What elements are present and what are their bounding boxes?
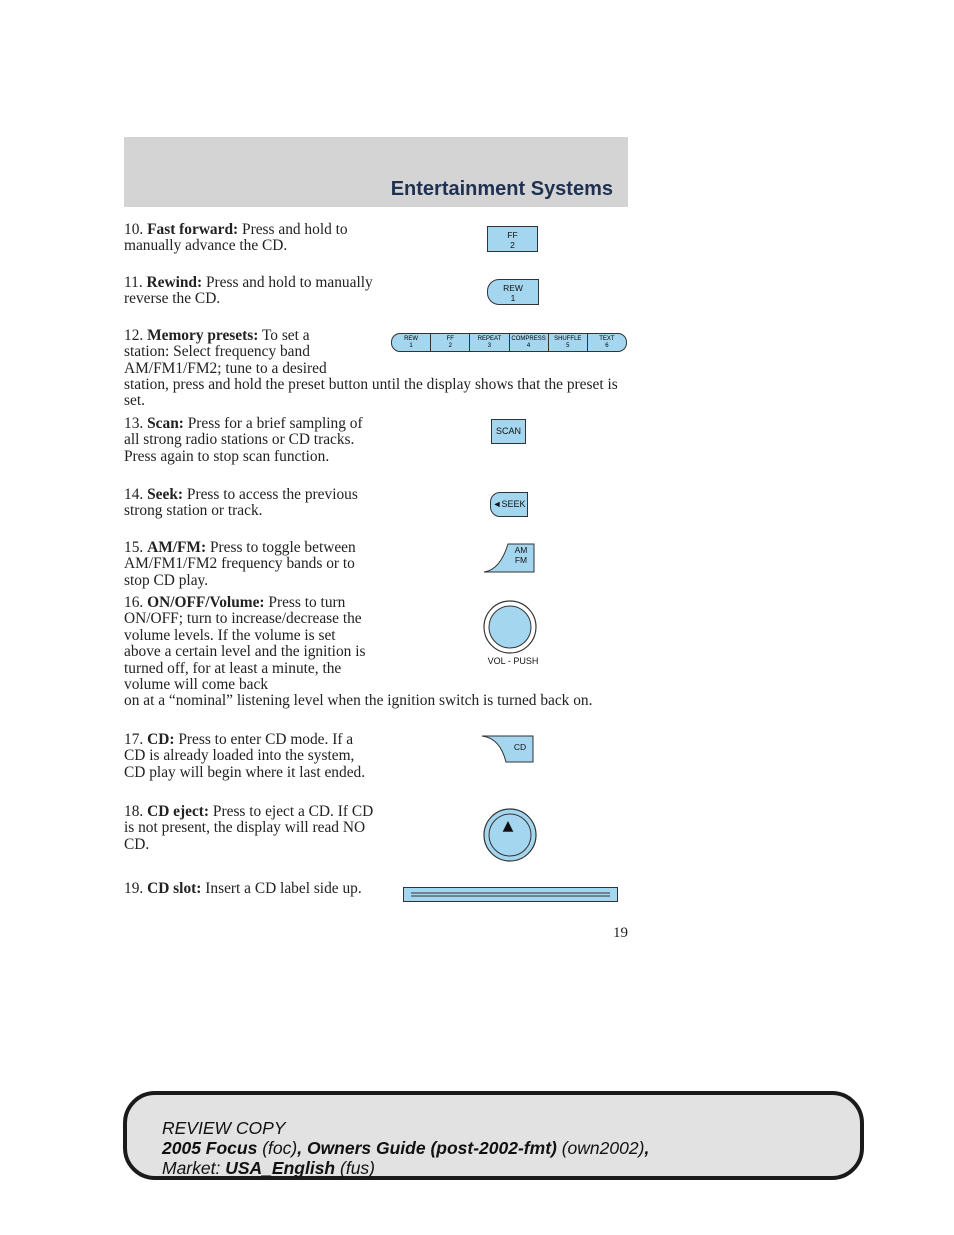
item-volume <box>124 595 376 693</box>
item-text: Press to eject a CD. If CD is not present, the display will read NO CD. <box>124 803 374 853</box>
item-fast-forward <box>124 222 374 255</box>
page-number: 19 <box>613 925 628 941</box>
item-number: 10. <box>124 221 144 238</box>
preset-number: 1 <box>409 343 413 349</box>
preset-label: COMPRESS <box>511 336 546 342</box>
am-label: AM <box>514 545 528 555</box>
cd-button-label: CD <box>513 742 527 752</box>
ff-button[interactable] <box>487 226 538 252</box>
item-text: Insert a CD label side up. <box>205 880 362 897</box>
item-number: 14. <box>124 486 144 503</box>
item-label: Fast forward: <box>147 221 239 238</box>
item-text: Press to enter CD mode. If a CD is already loaded into the system, CD play will begin where it last ended. <box>124 731 366 781</box>
cd-slot <box>403 887 619 903</box>
rew-button-number: 1 <box>510 293 516 303</box>
item-label: Seek: <box>147 486 184 503</box>
preset-label: REW <box>404 336 419 342</box>
section-title: Entertainment Systems <box>390 178 613 200</box>
fm-label: FM <box>514 555 528 565</box>
preset-number: 5 <box>566 343 570 349</box>
seek-button[interactable] <box>490 492 528 517</box>
preset-buttons <box>391 333 627 352</box>
section-header <box>124 137 628 207</box>
item-number: 17. <box>124 731 144 748</box>
review-copy-label: REVIEW COPY <box>162 1118 286 1138</box>
preset-number: 3 <box>487 343 492 349</box>
preset-button-2[interactable] <box>431 334 470 351</box>
item-text: Press for a brief sampling of all strong radio stations or CD tracks. Press again to stop scan function. <box>124 415 363 465</box>
item-cd <box>124 732 376 781</box>
preset-number: 2 <box>448 343 452 349</box>
item-label: Memory presets: <box>147 327 259 344</box>
footer-market: USA_English <box>225 1158 336 1178</box>
footer-model-code: (foc) <box>262 1138 298 1158</box>
footer-market-label: Market: <box>162 1158 221 1178</box>
preset-label: FF <box>446 336 454 342</box>
footer-line-model: 2005 Focus (foc), Owners Guide (post-2002-fmt) (own2002), <box>162 1138 650 1158</box>
item-number: 18. <box>124 803 144 820</box>
seek-button-label: ◄SEEK <box>492 499 526 509</box>
scan-button-label: SCAN <box>495 426 521 436</box>
item-label: Scan: <box>147 415 184 432</box>
item-am-fm <box>124 540 374 589</box>
volume-knob[interactable] <box>482 599 538 655</box>
preset-number: 4 <box>526 343 531 349</box>
item-text: Press and hold to manually reverse the CD. <box>124 274 373 308</box>
scan-button[interactable] <box>491 419 526 444</box>
item-memory-presets-continued: station, press and hold the preset button until the display shows that the preset is set. <box>124 376 618 410</box>
item-number: 15. <box>124 539 144 556</box>
footer-line-market <box>162 1158 649 1178</box>
item-scan <box>124 416 376 465</box>
item-memory-presets <box>124 328 349 377</box>
item-cd-eject <box>124 804 380 853</box>
volume-knob-label: VOL - PUSH <box>487 656 539 666</box>
item-number: 13. <box>124 415 144 432</box>
ff-button-label: FF <box>507 230 518 240</box>
review-copy-text <box>162 1118 649 1178</box>
item-text: Press and hold to manually advance the CD. <box>124 221 348 255</box>
rew-button[interactable] <box>487 279 539 305</box>
preset-button-5[interactable] <box>549 334 588 351</box>
item-text: To set a station: Select frequency band AM/FM1/FM2; tune to a desired <box>124 327 327 377</box>
item-label: CD eject: <box>147 803 210 820</box>
item-text: Press to turn ON/OFF; turn to increase/decrease the volume levels. If the volume is set above a certain level and the ignition is turned off, for at least a minute, the volume will come back <box>124 594 366 694</box>
preset-button-3[interactable] <box>470 334 509 351</box>
item-label: AM/FM: <box>147 539 207 556</box>
item-label: ON/OFF/Volume: <box>147 594 265 611</box>
item-text: Press to access the previous strong station or track. <box>124 486 358 520</box>
preset-button-4[interactable] <box>510 334 549 351</box>
eject-button[interactable] <box>482 807 538 863</box>
footer-guide: Owners Guide (post-2002-fmt) <box>306 1138 557 1158</box>
item-number: 19. <box>124 880 144 897</box>
item-seek <box>124 487 374 520</box>
preset-label: REPEAT <box>477 336 502 342</box>
eject-icon: ▲ <box>502 818 514 834</box>
preset-button-6[interactable] <box>588 334 626 351</box>
preset-number: 6 <box>605 343 609 349</box>
item-label: CD: <box>147 731 175 748</box>
item-number: 12. <box>124 327 144 344</box>
item-rewind <box>124 275 374 308</box>
rew-button-label: REW <box>503 283 523 293</box>
footer-market-code: (fus) <box>340 1158 375 1178</box>
am-fm-button-label <box>508 545 534 565</box>
item-label: CD slot: <box>147 880 202 897</box>
item-label: Rewind: <box>146 274 203 291</box>
footer-model: 2005 Focus <box>162 1138 258 1158</box>
item-number: 16. <box>124 594 144 611</box>
ff-button-number: 2 <box>510 240 515 250</box>
item-number: 11. <box>124 274 143 291</box>
footer-guide-code: (own2002) <box>561 1138 645 1158</box>
preset-button-1[interactable] <box>392 334 431 351</box>
item-cd-slot <box>124 881 399 897</box>
item-text: Press to toggle between AM/FM1/FM2 frequency bands or to stop CD play. <box>124 539 356 589</box>
preset-label: SHUFFLE <box>554 336 582 342</box>
preset-label: TEXT <box>599 336 615 342</box>
item-volume-continued: on at a “nominal” listening level when the ignition switch is turned back on. <box>124 692 593 709</box>
